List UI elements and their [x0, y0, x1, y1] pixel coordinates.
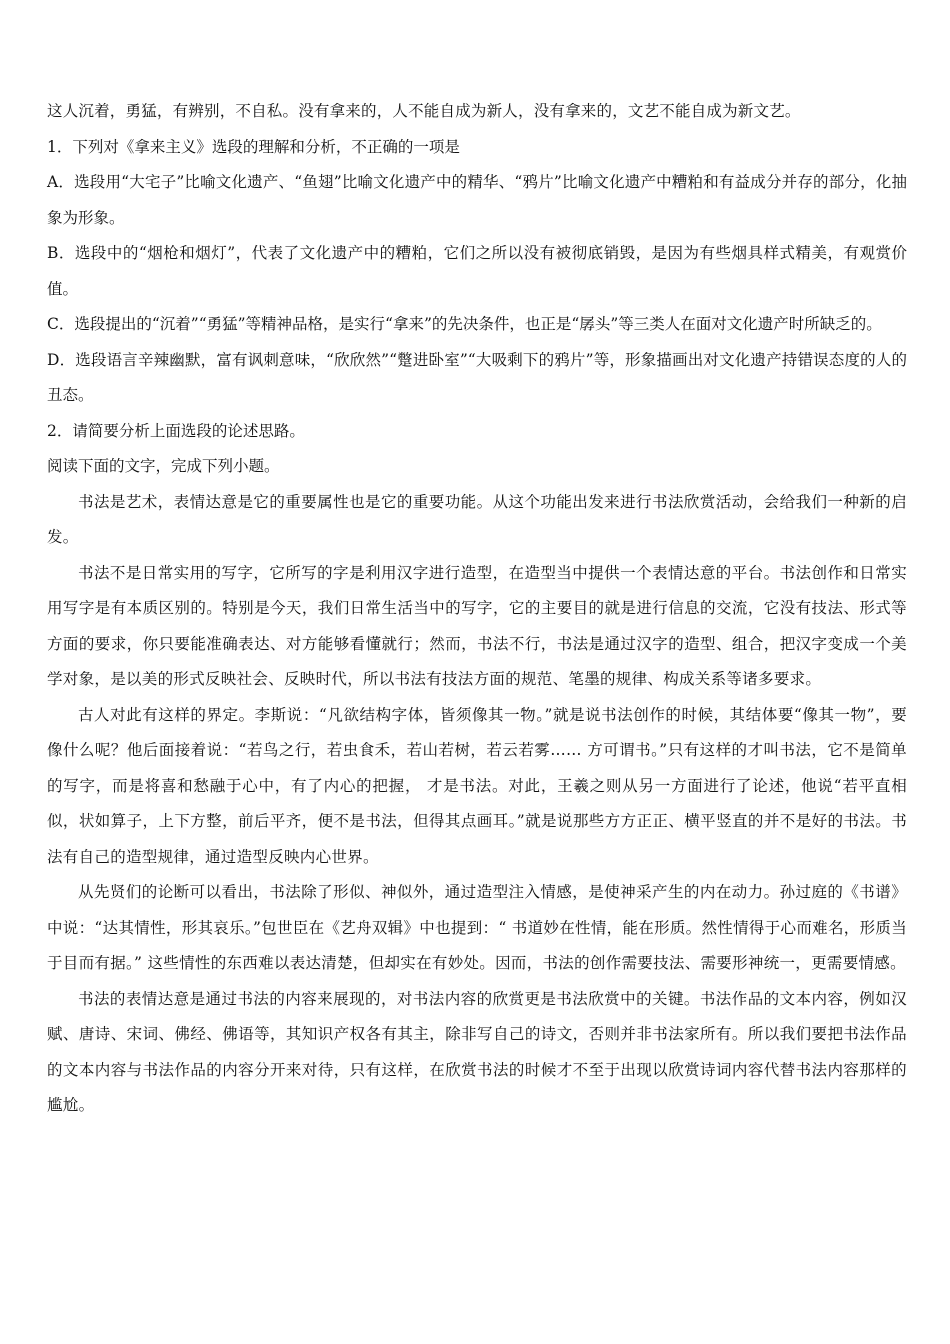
- article-paragraph: 书法是艺术，表情达意是它的重要属性也是它的重要功能。从这个功能出发来进行书法欣赏活动，会给我们一种新的启发。: [47, 492, 907, 546]
- question-1-option-b: B．选段中的“烟枪和烟灯”，代表了文化遗产中的糟粕，它们之所以没有被彻底销毁，是因为有些烟具样式精美，有观赏价值。: [47, 244, 907, 298]
- question-1-option-a: A．选段用“大宅子”比喻文化遗产、“鱼翅”比喻文化遗产中的精华、“鸦片”比喻文化遗产中糟粕和有益成分并存的部分，化抽象为形象。: [47, 173, 907, 227]
- article-paragraph: 书法不是日常实用的写字，它所写的字是利用汉字进行造型，在造型当中提供一个表情达意的平台。书法创作和日常实用写字是有本质区别的。特别是今天，我们日常生活当中的写字，它的主要目的就是进行信息的交流，它没有技法、形式等方面的要求，你只要能准确表达、对方能够看懂就行；然而，书法不行，书法是通过汉字的造型、组合，把汉字变成一个美学对象，是以美的形式反映社会、反映时代，所以书法有技法方面的规范、笔墨的规律、构成关系等诸多要求。: [47, 563, 907, 688]
- lead-line: 这人沉着，勇猛，有辨别，不自私。没有拿来的，人不能自成为新人，没有拿来的，文艺不能自成为新文艺。: [47, 102, 801, 120]
- document-page: [47, 94, 907, 1124]
- article-paragraph: 书法的表情达意是通过书法的内容来展现的，对书法内容的欣赏更是书法欣赏中的关键。书法作品的文本内容，例如汉赋、唐诗、宋词、佛经、佛语等，其知识产权各有其主，除非写自己的诗文，否则并非书法家所有。所以我们要把书法作品的文本内容与书法作品的内容分开来对待，只有这样，在欣赏书法的时候才不至于出现以欣赏诗词内容代替书法内容那样的尴尬。: [47, 989, 907, 1114]
- article-paragraph: 古人对此有这样的界定。李斯说：“凡欲结构字体，皆须像其一物。”就是说书法创作的时候，其结体要“像其一物”，要像什么呢？他后面接着说：“若鸟之行，若虫食禾，若山若树，若云若雾…… 方可谓书。”只有这样的才叫书法，它不是简单的写字，而是将喜和愁融于心中，有了内心的把握， 才是书法。对此，王羲之则从另一方面进行了论述，他说“若平直相似，状如算子，上下方整，前后平齐，便不是书法，但得其点画耳。”就是说那些方方正正、横平竖直的并不是好的书法。书法有自己的造型规律，通过造型反映内心世界。: [47, 705, 907, 866]
- question-1-stem: 1．下列对《拿来主义》选段的理解和分析，不正确的一项是: [47, 137, 460, 156]
- question-1-option-d: D．选段语言辛辣幽默，富有讽刺意味，“欣欣然”“蹩进卧室”“大吸剩下的鸦片”等，形象描画出对文化遗产持错误态度的人的丑态。: [47, 350, 907, 404]
- question-1-option-c: C．选段提出的“沉着”“勇猛”等精神品格，是实行“拿来”的先决条件，也正是“孱头”等三类人在面对文化遗产时所缺乏的。: [47, 315, 882, 333]
- article-paragraph: 从先贤们的论断可以看出，书法除了形似、神似外，通过造型注入情感，是使神采产生的内在动力。孙过庭的《书谱》中说：“达其情性，形其哀乐。”包世臣在《艺舟双辑》中也提到：“ 书道妙在性情，能在形质。然性情得于心而难名，形质当于目而有据。” 这些情性的东西难以表达清楚，但却实在有妙处。因而，书法的创作需要技法、需要形神统一，更需要情感。: [47, 883, 907, 972]
- question-2-stem: 2．请简要分析上面选段的论述思路。: [47, 421, 305, 440]
- reading-instruction: 阅读下面的文字，完成下列小题。: [47, 457, 280, 475]
